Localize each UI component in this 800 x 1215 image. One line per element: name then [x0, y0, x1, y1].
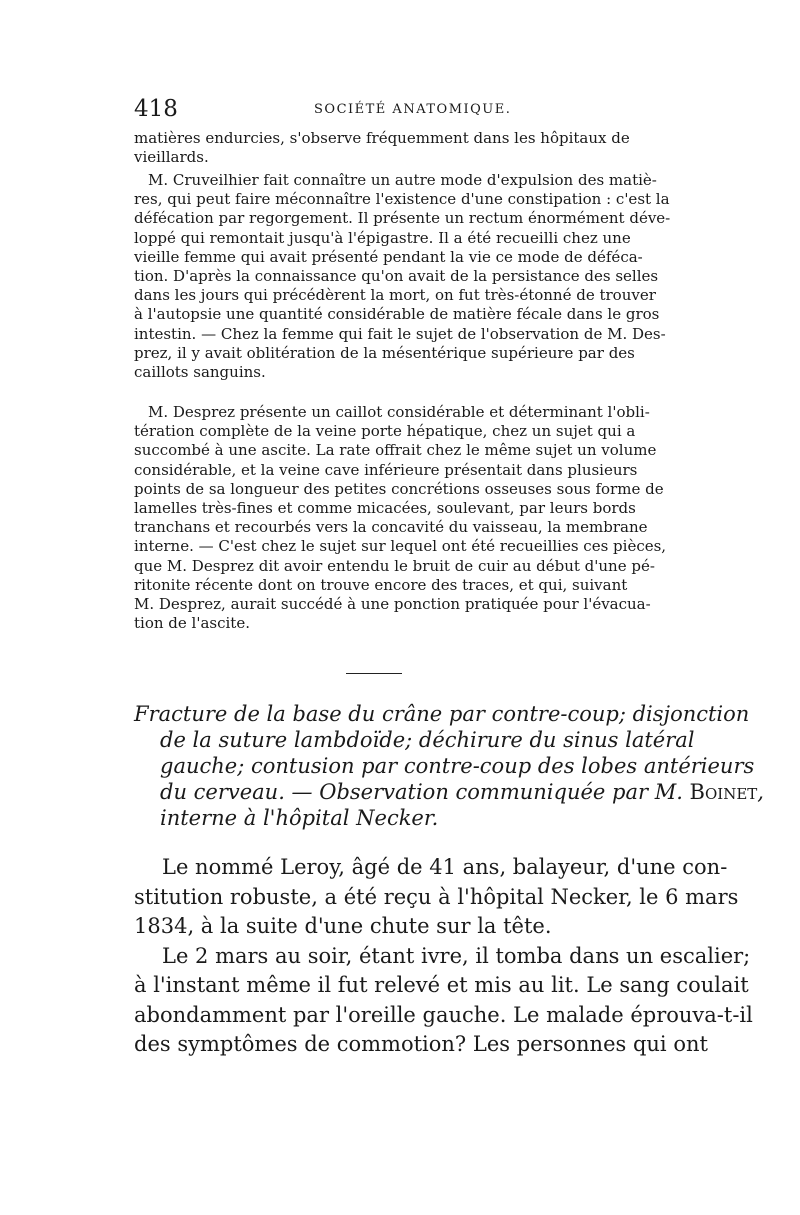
- running-title: SOCIÉTÉ ANATOMIQUE.: [314, 102, 512, 117]
- text-line: M. Desprez, aurait succédé à une ponction pratiquée pour l'évacua-: [134, 595, 651, 614]
- page-header: [134, 96, 666, 122]
- title-line: [134, 779, 764, 805]
- observation-text: [134, 853, 753, 1060]
- text-line: vieillards.: [134, 148, 209, 167]
- text-line: caillots sanguins.: [134, 363, 266, 382]
- text-line: interne. — C'est chez le sujet sur lequel ont été recueillies ces pièces,: [134, 537, 667, 556]
- section-title: [134, 701, 764, 831]
- section-divider: [346, 673, 402, 674]
- text-line: loppé qui remontait jusqu'à l'épigastre. Il a été recueilli chez une: [134, 228, 631, 247]
- text-line: 1834, à la suite d'une chute sur la tête.: [134, 914, 552, 938]
- text-line: ritonite récente dont on trouve encore des traces, et qui, suivant: [134, 575, 628, 594]
- text-line: considérable, et la veine cave inférieure présentait dans plusieurs: [134, 460, 638, 479]
- text-line: vieille femme qui avait présenté pendant la vie ce mode de déféca-: [134, 247, 643, 266]
- text-line: succombé à une ascite. La rate offrait chez le même sujet un volume: [134, 441, 657, 460]
- paragraph-desprez: [134, 403, 666, 633]
- text-line: M. Desprez présente un caillot considérable et déterminant l'obli-: [148, 403, 650, 421]
- paragraph-cruveilhier: [134, 171, 671, 382]
- text-line: tion de l'ascite.: [134, 614, 250, 633]
- paragraph-continuation: [134, 129, 666, 167]
- text-line: à l'instant même il fut relevé et mis au lit. Le sang coulait: [134, 973, 749, 997]
- title-line: Fracture de la base du crâne par contre-coup; disjonction: [134, 702, 750, 726]
- text-line: lamelles très-fines et comme micacées, soulevant, par leurs bords: [134, 499, 636, 518]
- text-line: M. Cruveilhier fait connaître un autre mode d'expulsion des matiè-: [148, 171, 657, 189]
- text-line: défécation par regorgement. Il présente un rectum énormément déve-: [134, 209, 671, 228]
- text-line: des symptômes de commotion? Les personnes qui ont: [134, 1032, 708, 1056]
- text-line: res, qui peut faire méconnaître l'existence d'une constipation : c'est la: [134, 190, 670, 209]
- title-line: de la suture lambdoïde; déchirure du sinus latéral: [160, 728, 695, 752]
- text-line: tion. D'après la connaissance qu'on avait de la persistance des selles: [134, 267, 659, 286]
- text-line: à l'autopsie une quantité considérable de matière fécale dans le gros: [134, 305, 660, 324]
- page-number: 418: [134, 96, 178, 122]
- text-line: Le nommé Leroy, âgé de 41 ans, balayeur, d'une con-: [162, 855, 728, 879]
- text-line: que M. Desprez dit avoir entendu le bruit de cuir au début d'une pé-: [134, 556, 655, 575]
- text-line: stitution robuste, a été reçu à l'hôpital Necker, le 6 mars: [134, 884, 739, 909]
- title-text: du cerveau. — Observation communiquée par M.: [160, 780, 690, 804]
- text-line: abondamment par l'oreille gauche. Le malade éprouva-t-il: [134, 1002, 753, 1027]
- text-line: tération complète de la veine porte hépatique, chez un sujet qui a: [134, 422, 636, 441]
- text-line: prez, il y avait oblitération de la mésentérique supérieure par des: [134, 343, 635, 362]
- text-line: intestin. — Chez la femme qui fait le sujet de l'observation de M. Des-: [134, 324, 666, 343]
- text-line: tranchans et recourbés vers la concavité du vaisseau, la membrane: [134, 518, 648, 537]
- text-line: points de sa longueur des petites concrétions osseuses sous forme de: [134, 479, 664, 498]
- text-line: dans les jours qui précédèrent la mort, on fut très-étonné de trouver: [134, 286, 656, 305]
- author-name: Boinet: [689, 780, 758, 804]
- text-line: matières endurcies, s'observe fréquemment dans les hôpitaux de: [134, 129, 630, 147]
- title-line: gauche; contusion par contre-coup des lobes antérieurs: [160, 754, 755, 778]
- text-line: Le 2 mars au soir, étant ivre, il tomba dans un escalier;: [162, 943, 751, 968]
- title-text: ,: [757, 780, 764, 804]
- title-line: interne à l'hôpital Necker.: [160, 806, 439, 830]
